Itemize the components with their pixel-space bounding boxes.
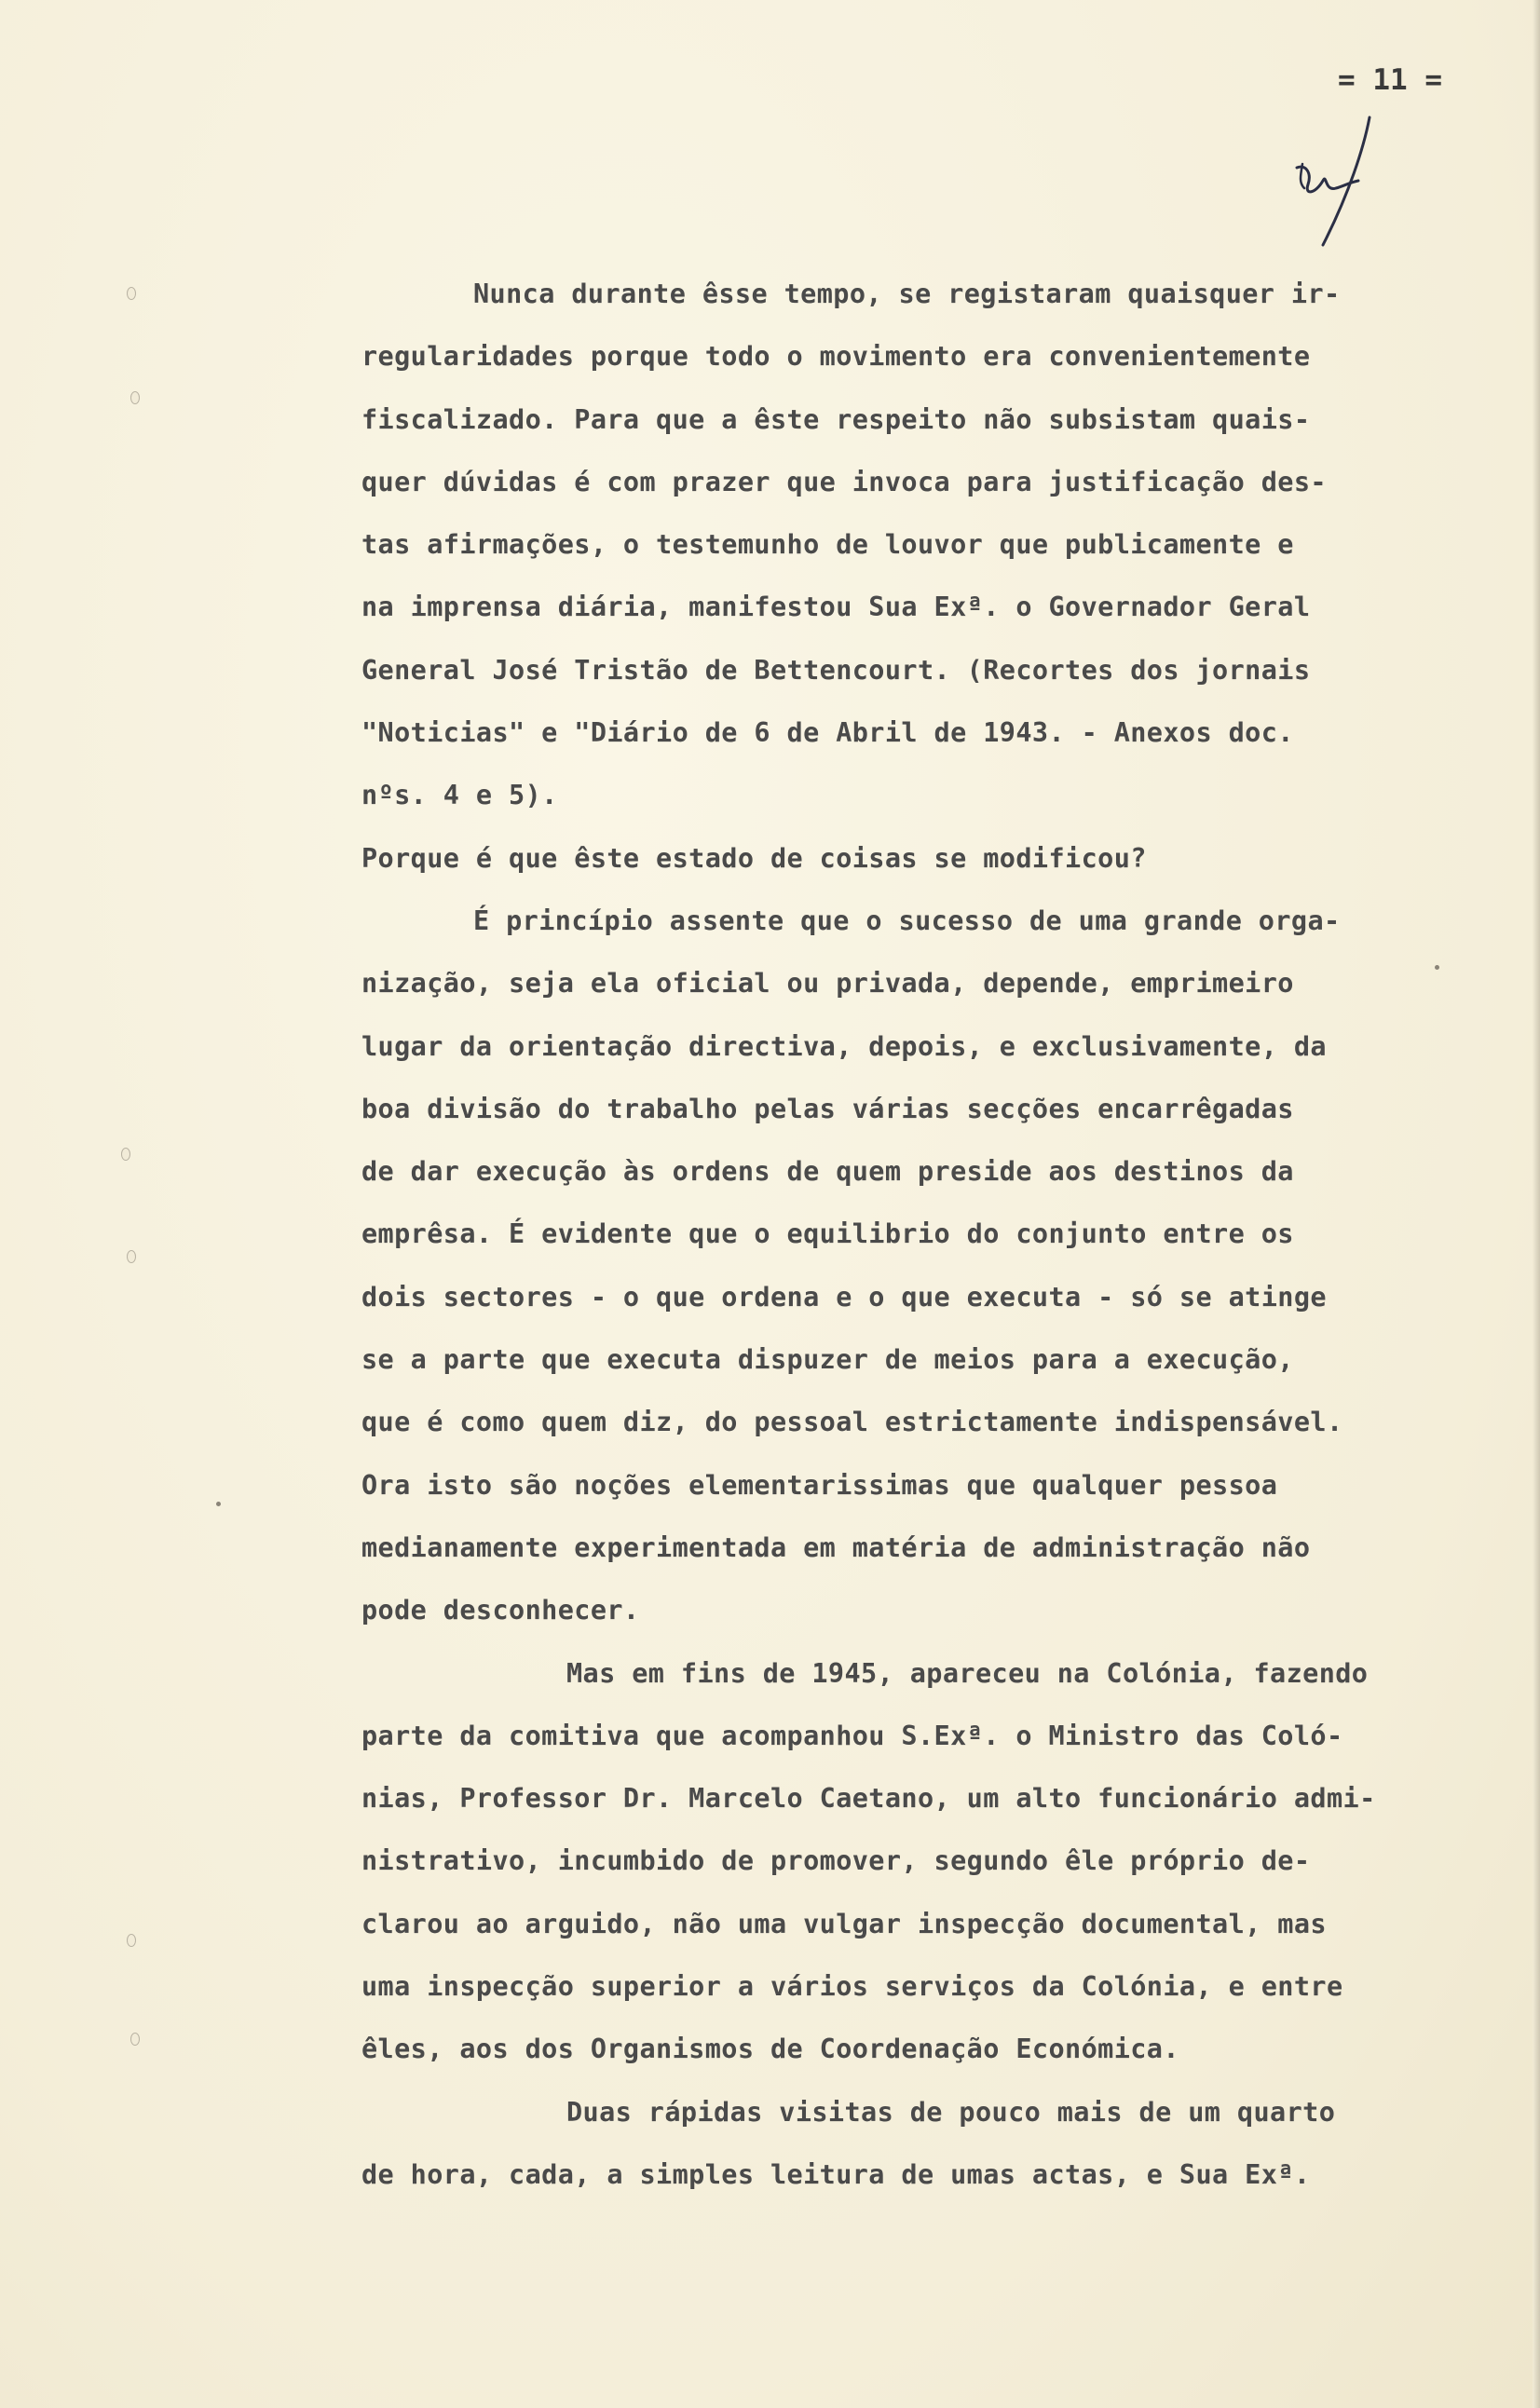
text-line: General José Tristão de Bettencourt. (Recortes dos jornais xyxy=(361,654,1311,686)
paragraph-4 xyxy=(361,1642,1479,2081)
text-line: emprêsa. É evidente que o equilibrio do conjunto entre os xyxy=(361,1218,1294,1250)
paragraph-5 xyxy=(361,2081,1479,2207)
text-line: medianamente experimentada em matéria de administração não xyxy=(361,1531,1311,1563)
text-line: clarou ao arguido, não uma vulgar inspecção documental, mas xyxy=(361,1908,1327,1939)
text-line: uma inspecção superior a vários serviços da Colónia, e entre xyxy=(361,1971,1343,2003)
text-line: Ora isto são noções elementarissimas que qualquer pessoa xyxy=(361,1469,1278,1501)
handwritten-initials-signature xyxy=(1284,110,1396,250)
ink-speck xyxy=(216,1502,221,1506)
text-line: se a parte que executa dispuzer de meios para a execução, xyxy=(361,1344,1294,1376)
text-line: na imprensa diária, manifestou Sua Exª. o Governador Geral xyxy=(361,592,1311,623)
text-line: Porque é que êste estado de coisas se modificou? xyxy=(361,842,1147,874)
text-line: êles, aos dos Organismos de Coordenação Económica. xyxy=(361,2034,1179,2065)
text-line: nºs. 4 e 5). xyxy=(361,780,558,811)
text-line: nistrativo, incumbido de promover, segundo êle próprio de- xyxy=(361,1845,1311,1877)
text-line: de hora, cada, a simples leitura de umas actas, e Sua Exª. xyxy=(361,2158,1311,2190)
text-line: Duas rápidas visitas de pouco mais de um quarto xyxy=(566,2096,1336,2128)
text-line: fiscalizado. Para que a êste respeito não subsistam quais- xyxy=(361,403,1311,435)
text-line: de dar execução às ordens de quem preside aos destinos da xyxy=(361,1156,1294,1188)
punch-hole-mark xyxy=(127,1934,136,1947)
text-line: dois sectores - o que ordena e o que executa - só se atinge xyxy=(361,1281,1327,1313)
text-line: pode desconhecer. xyxy=(361,1595,640,1626)
text-line: regularidades porque todo o movimento era convenientemente xyxy=(361,341,1311,373)
punch-hole-mark xyxy=(127,1250,136,1263)
text-line: parte da comitiva que acompanhou S.Exª. o Ministro das Coló- xyxy=(361,1720,1343,1751)
text-line: "Noticias" e "Diário de 6 de Abril de 1943. - Anexos doc. xyxy=(361,717,1294,749)
punch-hole-mark xyxy=(130,2033,140,2046)
page-number: = 11 = xyxy=(1338,63,1442,97)
text-line: tas afirmações, o testemunho de louvor que publicamente e xyxy=(361,529,1294,561)
paragraph-2 xyxy=(361,827,1479,890)
text-line: quer dúvidas é com prazer que invoca para justificação des- xyxy=(361,466,1327,497)
text-line: É princípio assente que o sucesso de uma grande orga- xyxy=(473,905,1341,936)
text-line: lugar da orientação directiva, depois, e exclusivamente, da xyxy=(361,1030,1327,1062)
paragraph-1 xyxy=(361,263,1479,827)
body-text xyxy=(361,263,1479,2206)
text-line: que é como quem diz, do pessoal estrictamente indispensável. xyxy=(361,1407,1343,1438)
punch-hole-mark xyxy=(127,287,136,300)
text-line: nização, seja ela oficial ou privada, depende, emprimeiro xyxy=(361,968,1294,1000)
text-line: nias, Professor Dr. Marcelo Caetano, um alto funcionário admi- xyxy=(361,1783,1376,1815)
page-edge xyxy=(1533,0,1540,2408)
text-line: boa divisão do trabalho pelas várias secções encarrêgadas xyxy=(361,1093,1294,1124)
paragraph-3 xyxy=(361,890,1479,1642)
text-line: Nunca durante êsse tempo, se registaram quaisquer ir- xyxy=(473,279,1341,309)
punch-hole-mark xyxy=(121,1148,130,1161)
punch-hole-mark xyxy=(130,391,140,404)
text-line: Mas em fins de 1945, apareceu na Colónia, fazendo xyxy=(566,1657,1369,1689)
